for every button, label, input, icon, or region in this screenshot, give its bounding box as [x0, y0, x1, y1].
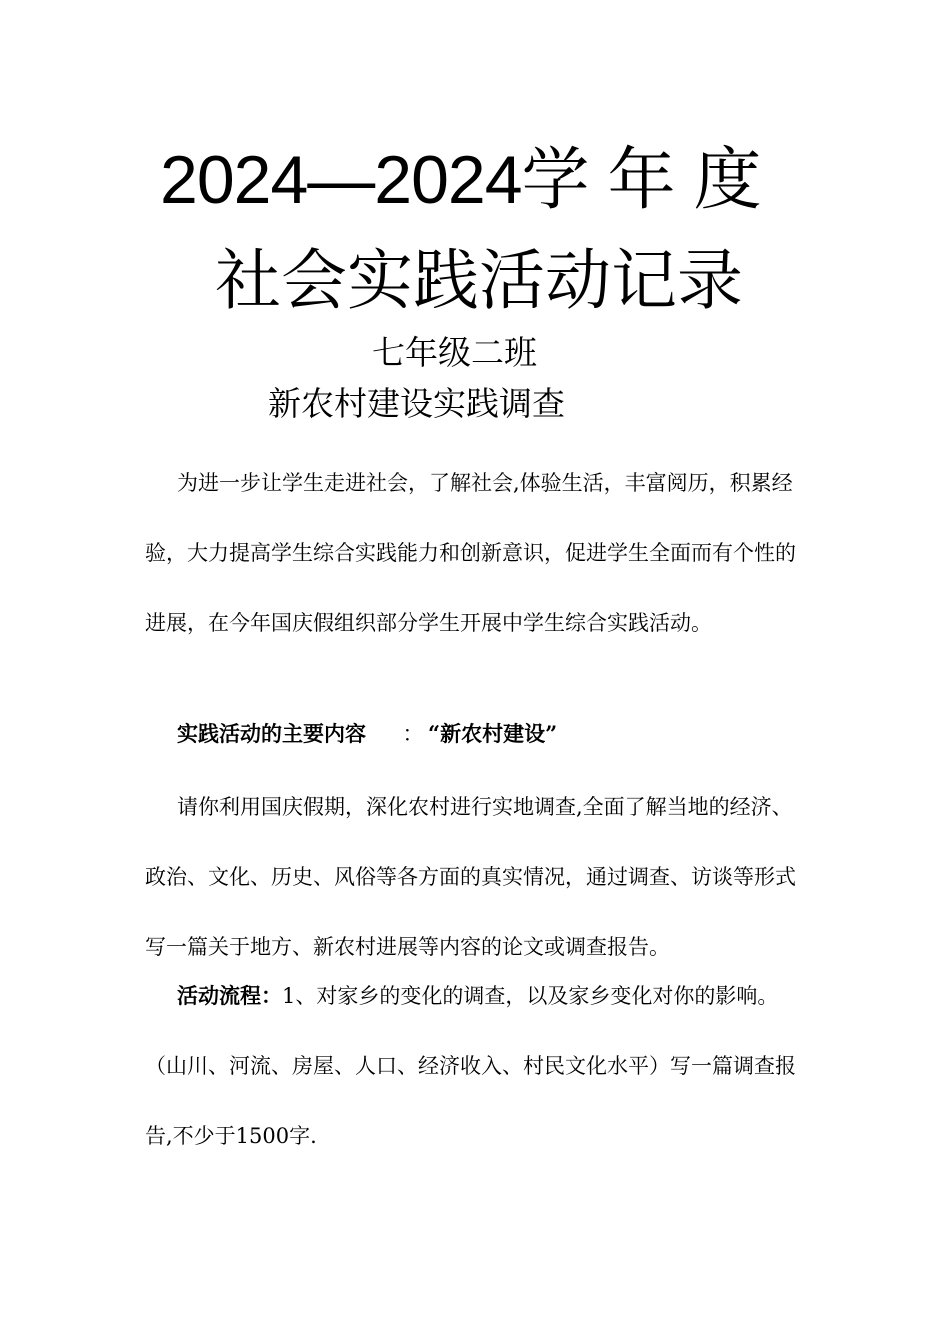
document-title-main: 社会实践活动记录 [215, 242, 743, 319]
document-title-year [160, 135, 800, 225]
flow-label: 活动流程： [177, 983, 282, 1008]
content-heading-separator: ： [402, 722, 424, 746]
title-years: 2024—2024 [160, 142, 522, 218]
flow-text: 1、对家乡的变化的调查，以及家乡变化对你的影响。（山川、河流、房屋、人口、经济收入、村民文化水平）写一篇调查报告,不少于1500字. [145, 984, 796, 1148]
activity-subject: 新农村建设实践调查 [268, 384, 565, 423]
class-name: 七年级二班 [372, 333, 537, 372]
intro-paragraph: 为进一步让学生走进社会，了解社会,体验生活，丰富阅历，积累经验，大力提高学生综合实践能力和创新意识，促进学生全面而有个性的进展，在今年国庆假组织部分学生开展中学生综合实践活动。 [145, 471, 796, 635]
content-heading-label: 实践活动的主要内容 [177, 721, 366, 746]
content-heading [145, 717, 805, 751]
title-year-word: 学年度 [521, 141, 780, 220]
flow-paragraph [145, 961, 805, 1171]
task-paragraph: 请你利用国庆假期，深化农村进行实地调查,全面了解当地的经济、政治、文化、历史、风俗等各方面的真实情况，通过调查、访谈等形式写一篇关于地方、新农村进展等内容的论文或调查报告。 [145, 795, 796, 959]
content-heading-topic: “新农村建设” [428, 721, 558, 746]
